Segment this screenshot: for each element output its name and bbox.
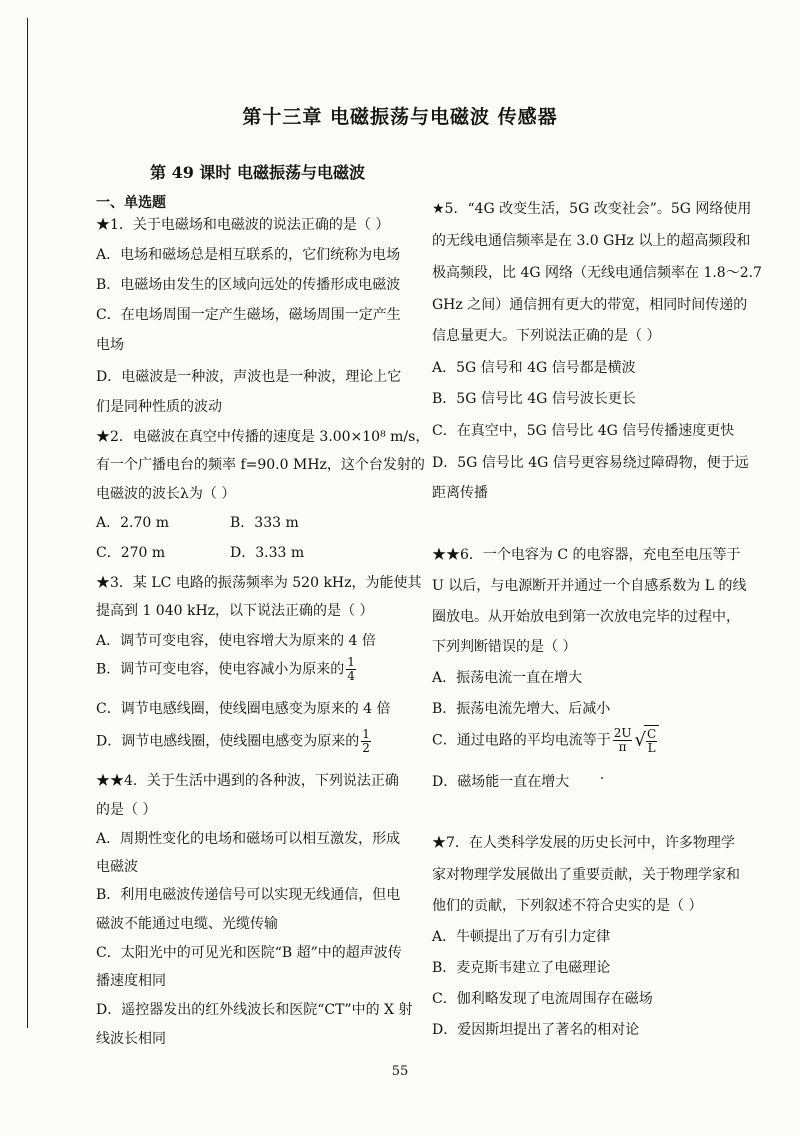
q3-option-b-text: B．调节可变电容，使电容减小为原来的 — [96, 661, 345, 678]
q7-option-c: C．伽利略发现了电流周围存在磁场 — [432, 991, 653, 1007]
q4-option-a: A．周期性变化的电场和磁场可以相互激发，形成 — [96, 831, 401, 847]
q3-option-c: C．调节电感线圈，使线圈电感变为原来的 4 倍 — [96, 701, 391, 717]
q5-stem-5: 信息量更大。下列说法正确的是（ ） — [432, 328, 661, 344]
q1-option-d-cont: 们是同种性质的波动 — [96, 399, 222, 415]
q7-option-a: A．牛顿提出了万有引力定律 — [432, 929, 611, 945]
q5-stem: ★5．“4G 改变生活，5G 改变社会”。5G 网络使用 — [432, 201, 752, 217]
q6-stem-4: 下列判断错误的是（ ） — [432, 639, 577, 655]
q7-stem-3: 他们的贡献，下列叙述不符合史实的是（ ） — [432, 898, 703, 914]
q4-stem: ★★4．关于生活中遇到的各种波，下列说法正确 — [96, 773, 399, 789]
stray-ink-dot — [601, 777, 603, 779]
fraction-denominator: 4 — [347, 669, 355, 683]
q4-option-c-cont: 播速度相同 — [96, 973, 166, 989]
fraction-one-half — [361, 728, 371, 755]
fraction-numerator: C — [646, 726, 657, 741]
q7-option-b: B．麦克斯韦建立了电磁理论 — [432, 960, 611, 976]
q1-option-c: C．在电场周围一定产生磁场，磁场周围一定产生 — [96, 307, 401, 323]
fraction-numerator: 2U — [613, 726, 632, 740]
q5-stem-3: 极高频段，比 4G 网络（无线电通信频率在 1.8～2.7 — [432, 265, 762, 281]
q2-stem-2: 有一个广播电台的频率 f=90.0 MHz，这个台发射的 — [96, 457, 425, 473]
q5-option-c: C．在真空中，5G 信号比 4G 信号传播速度更快 — [432, 423, 735, 439]
q1-option-b: B．电磁场由发生的区域向远处的传播形成电磁波 — [96, 277, 401, 293]
q3-stem-2: 提高到 1 040 kHz，以下说法正确的是（ ） — [96, 603, 374, 619]
q2-stem: ★2．电磁波在真空中传播的速度是 3.00×10⁸ m/s， — [96, 429, 430, 445]
fraction-denominator: 2 — [362, 741, 370, 755]
q1-option-c-cont: 电场 — [96, 337, 124, 353]
radicand — [644, 725, 659, 756]
q4-option-d: D．遥控器发出的红外线波长和医院“CT”中的 X 射 — [96, 1002, 413, 1018]
q4-option-d-cont: 线波长相同 — [96, 1031, 166, 1047]
fraction-one-quarter — [346, 656, 356, 683]
q6-option-c — [432, 725, 659, 756]
q5-option-a: A．5G 信号和 4G 信号都是横波 — [432, 360, 636, 376]
q3-stem: ★3．某 LC 电路的振荡频率为 520 kHz，为能使其 — [96, 575, 422, 591]
q5-stem-2: 的无线电通信频率是在 3.0 GHz 以上的超高频段和 — [432, 233, 751, 249]
fraction-denominator: π — [618, 740, 627, 754]
q4-option-b: B．利用电磁波传递信号可以实现无线通信，但电 — [96, 887, 401, 903]
q4-option-c: C．太阳光中的可见光和医院“B 超”中的超声波传 — [96, 945, 402, 961]
q3-option-a: A．调节可变电容，使电容增大为原来的 4 倍 — [96, 633, 376, 649]
fraction-numerator: 1 — [347, 655, 355, 669]
q6-option-c-text: C．通过电路的平均电流等于 — [432, 732, 611, 749]
q2-option-a: A．2.70 m — [96, 515, 170, 531]
lesson-title: 第 49 课时 电磁振荡与电磁波 — [150, 163, 365, 182]
chapter-title: 第十三章 电磁振荡与电磁波 传感器 — [242, 106, 558, 128]
q2-option-c: C．270 m — [96, 545, 166, 561]
q1-option-d: D．电磁波是一种波，声波也是一种波，理论上它 — [96, 369, 402, 385]
q2-option-b: B．333 m — [230, 515, 299, 531]
q5-option-d: D．5G 信号比 4G 信号更容易绕过障碍物，便于远 — [432, 455, 749, 471]
sqrt-c-over-l: √ $\frac{C}{L}$ — [634, 725, 659, 756]
q5-option-b: B．5G 信号比 4G 信号波长更长 — [432, 391, 636, 407]
fraction-denominator: L — [647, 740, 656, 755]
binding-margin-line — [27, 18, 28, 1028]
q4-option-b-cont: 磁波不能通过电缆、光缆传输 — [96, 916, 278, 932]
q6-option-a: A．振荡电流一直在增大 — [432, 670, 583, 686]
q7-stem: ★7．在人类科学发展的历史长河中，许多物理学 — [432, 835, 735, 851]
fraction-c-over-l — [646, 728, 657, 755]
q4-stem-2: 的是（ ） — [96, 802, 157, 818]
section-title: 一、单选题 — [96, 195, 166, 211]
q6-stem-3: 圈放电。从开始放电到第一次放电完毕的过程中， — [432, 609, 740, 625]
fraction-2u-over-pi — [613, 727, 633, 754]
q2-option-d: D．3.33 m — [230, 545, 305, 561]
q6-stem: ★★6．一个电容为 C 的电容器，充电至电压等于 — [432, 547, 741, 563]
q6-option-d: D．磁场能一直在增大 — [432, 774, 570, 790]
page-number: 55 — [391, 1064, 409, 1079]
q3-option-d — [96, 728, 373, 755]
q1-option-a: A．电场和磁场总是相互联系的，它们统称为电场 — [96, 247, 401, 263]
q7-option-d: D．爱因斯坦提出了著名的相对论 — [432, 1022, 640, 1038]
q4-option-a-cont: 电磁波 — [96, 859, 138, 875]
fraction-numerator: 1 — [362, 727, 370, 741]
q5-stem-4: GHz 之间）通信拥有更大的带宽，相同时间传递的 — [432, 297, 748, 313]
q1-stem: ★1．关于电磁场和电磁波的说法正确的是（ ） — [96, 217, 390, 233]
q2-stem-3: 电磁波的波长λ为（ ） — [96, 486, 236, 502]
q6-stem-2: U 以后，与电源断开并通过一个自感系数为 L 的线 — [432, 578, 747, 594]
q7-stem-2: 家对物理学发展做出了重要贡献，关于物理学家和 — [432, 867, 740, 883]
q3-option-b — [96, 656, 358, 683]
q6-option-b: B．振荡电流先增大、后减小 — [432, 701, 611, 717]
q5-option-d-cont: 距离传播 — [432, 485, 488, 501]
q3-option-d-text: D．调节电感线圈，使线圈电感变为原来的 — [96, 733, 360, 750]
